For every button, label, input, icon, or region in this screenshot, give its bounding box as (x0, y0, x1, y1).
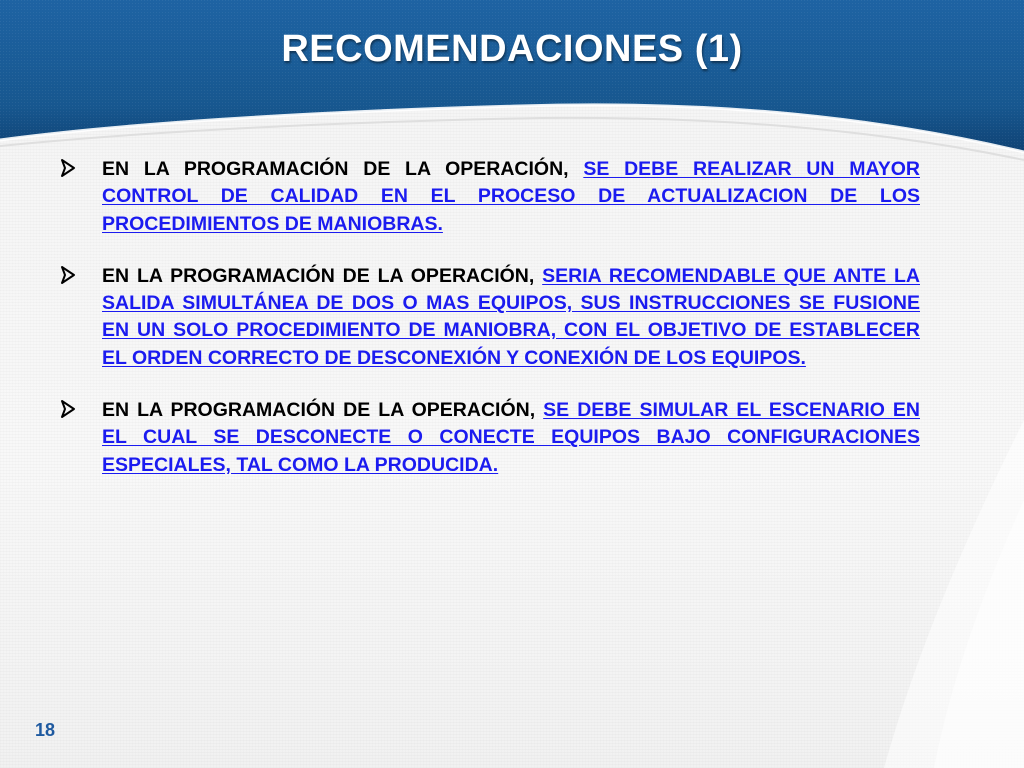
bullet-highlight: SERIA RECOMENDABLE QUE ANTE LA SALIDA SIMULTÁNEA DE DOS O MAS EQUIPOS, SUS INSTRUCCIONES SE FUSIONE EN UN SOLO PROCEDIMIENTO DE MANIOBRA, CON EL OBJETIVO DE ESTABLECER EL ORDEN CORRECTO DE DESCONEXIÓN Y CONEXIÓN DE LOS EQUIPOS. (102, 264, 920, 369)
bullet-text (102, 156, 920, 238)
arrow-bullet-icon (60, 397, 102, 424)
arrow-bullet-icon (60, 263, 102, 290)
bullet-item (60, 263, 920, 372)
decorative-swoosh (764, 380, 1024, 768)
bullet-lead: EN LA PROGRAMACIÓN DE LA OPERACIÓN, (102, 264, 543, 287)
bullet-highlight: SE DEBE REALIZAR UN MAYOR CONTROL DE CALIDAD EN EL PROCESO DE ACTUALIZACION DE LOS PROCEDIMIENTOS DE MANIOBRAS. (102, 158, 920, 235)
bullet-lead: EN LA PROGRAMACIÓN DE LA OPERACIÓN, (102, 399, 544, 422)
header-banner (0, 0, 1024, 170)
page-title: RECOMENDACIONES (1) (281, 28, 743, 70)
page-number: 18 (35, 720, 56, 740)
bullet-item (60, 156, 920, 238)
bullet-highlight: SE DEBE SIMULAR EL ESCENARIO EN EL CUAL SE DESCONECTE O CONECTE EQUIPOS BAJO CONFIGURACIONES ESPECIALES, TAL COMO LA PRODUCIDA. (102, 399, 920, 476)
arrow-bullet-icon (60, 156, 102, 183)
bullet-text (102, 263, 920, 372)
bullet-lead: EN LA PROGRAMACIÓN DE LA OPERACIÓN, (102, 158, 584, 180)
